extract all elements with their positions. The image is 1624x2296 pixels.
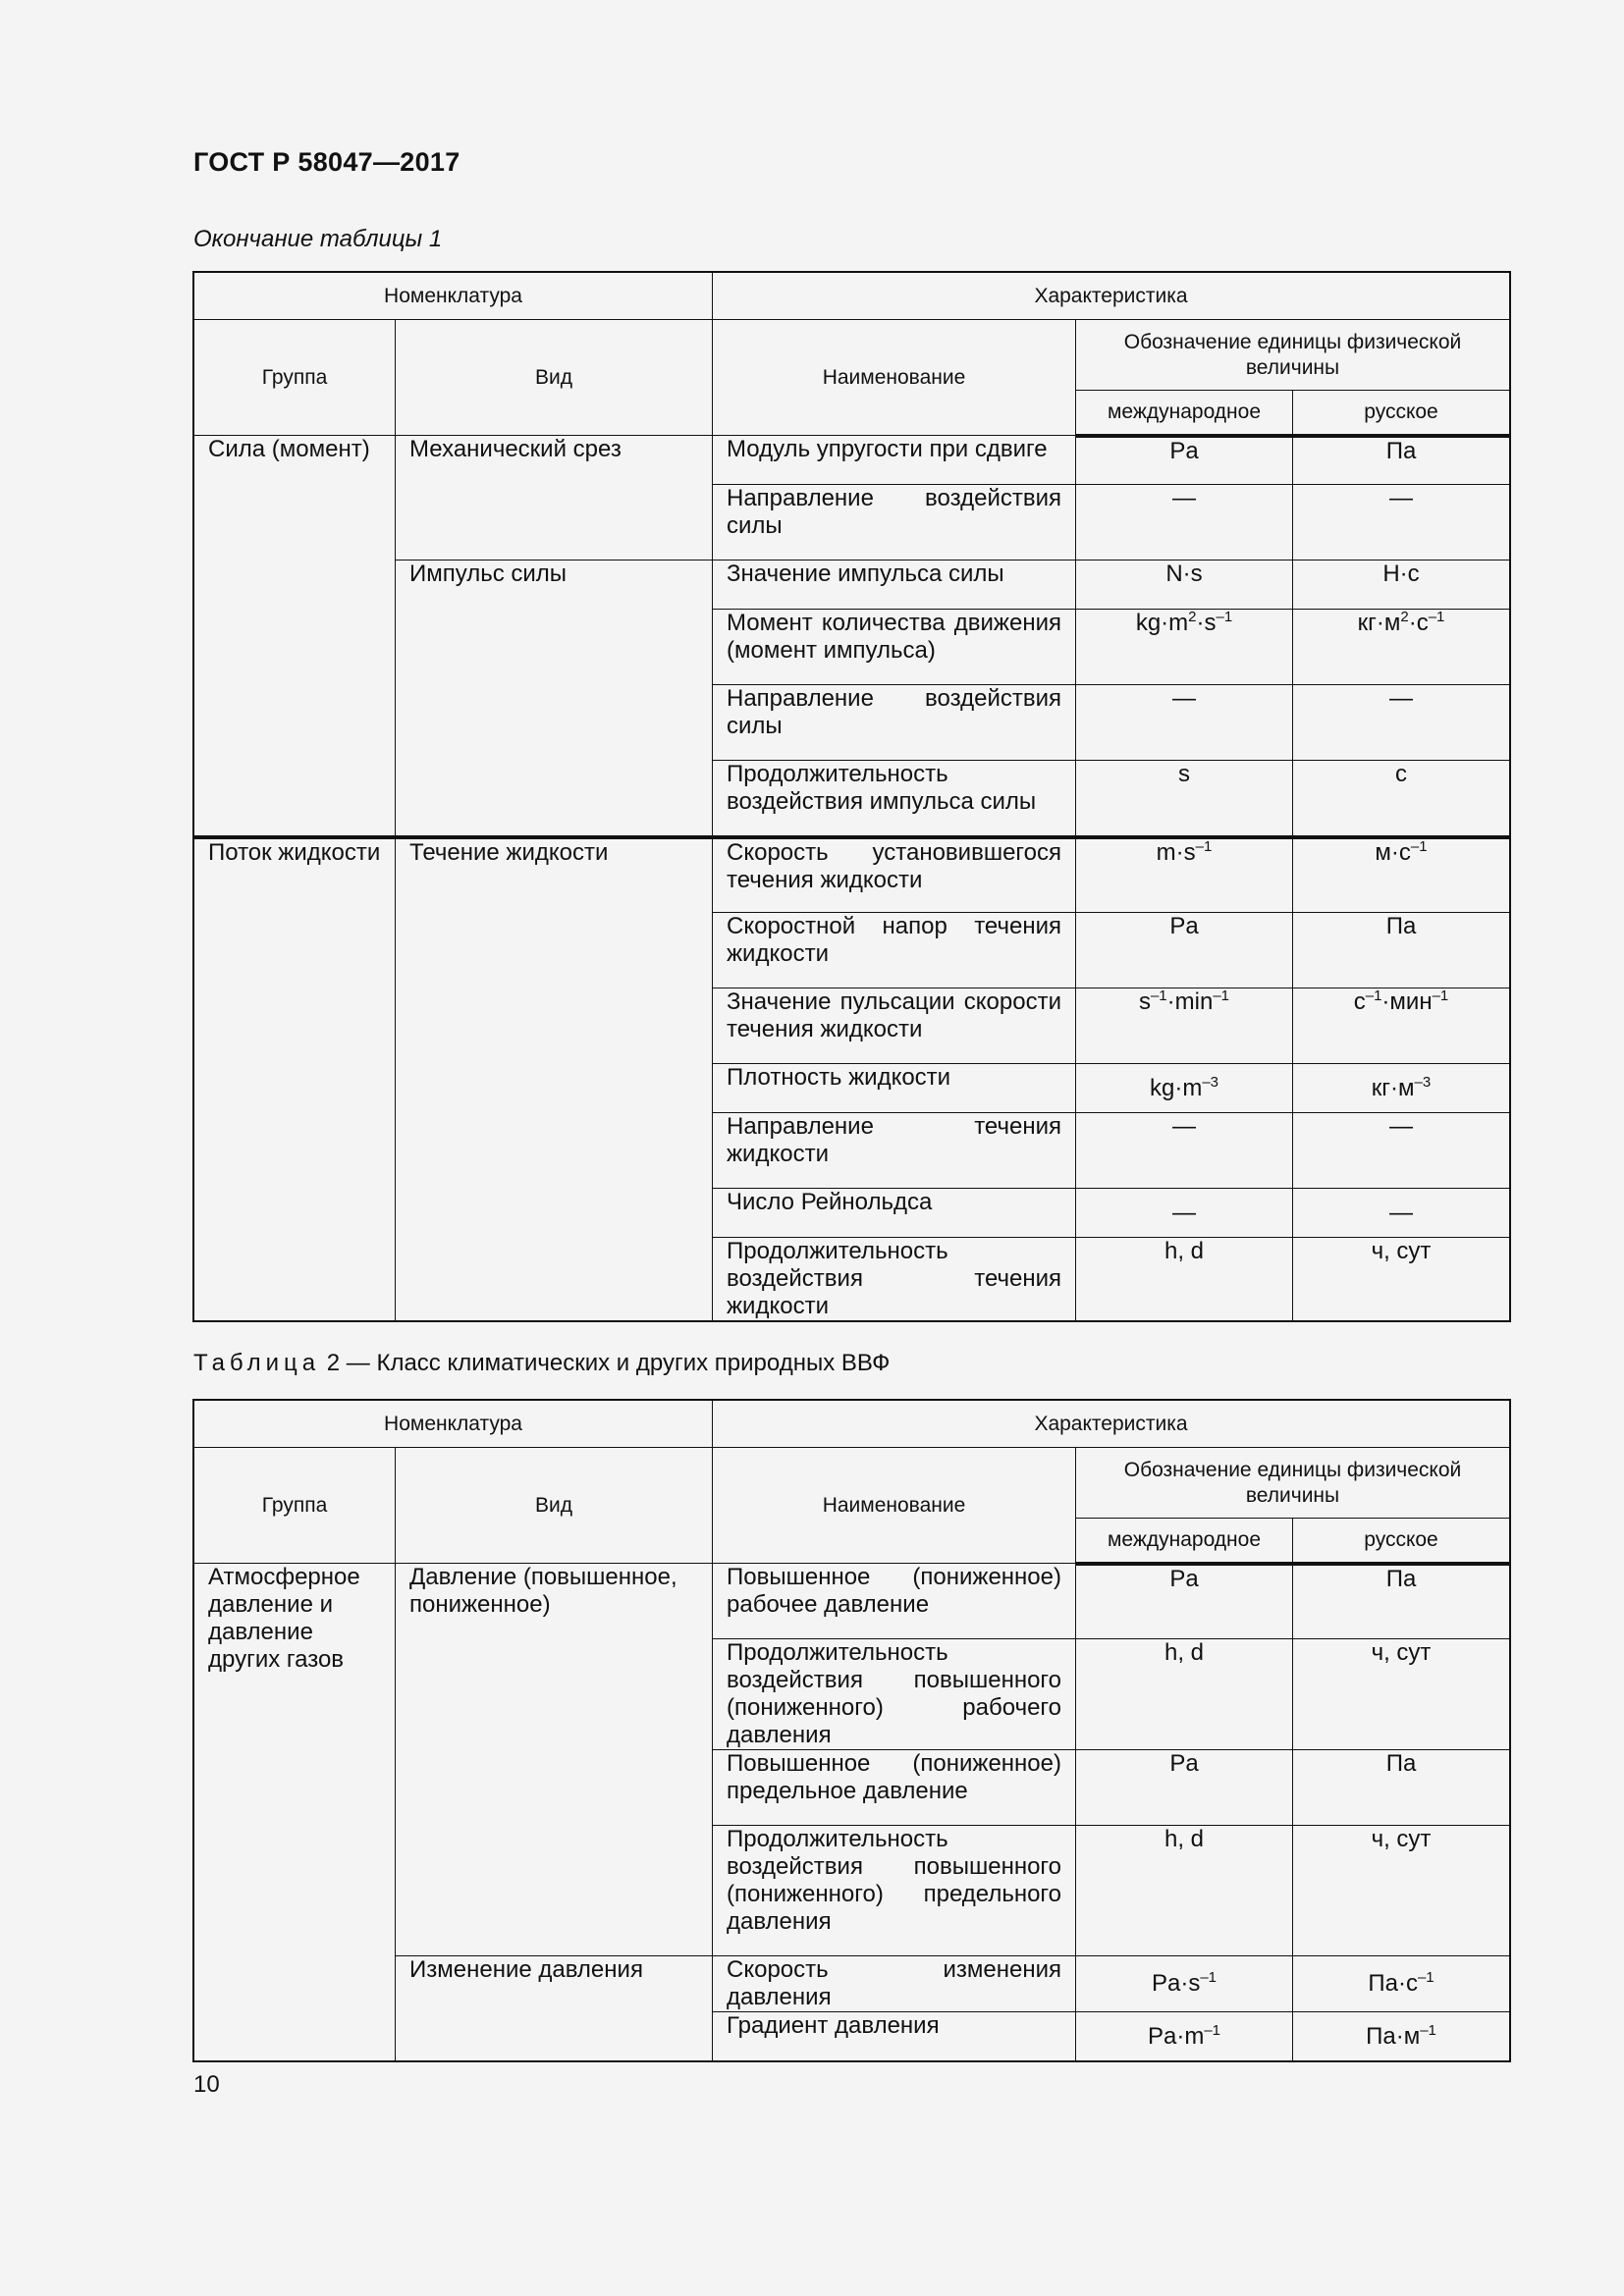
header-unit-designation: Обозначение единицы физической величины [1076,320,1510,391]
unit-exponent: –1 [1417,1969,1435,1986]
name-cell: Продолжительность воздействия импульса силы [713,761,1076,837]
unit-international [1076,1956,1293,2012]
unit-base: м·с [1375,838,1411,866]
unit-russian: Па [1293,436,1510,485]
table-1 [193,272,1510,1321]
unit-international: Pa [1076,913,1293,988]
unit-international: Pa [1076,1750,1293,1826]
name-cell: Направление воздействия силы [713,685,1076,761]
header-name: Наименование [713,1448,1076,1564]
name-cell: Скорость изменения давления [713,1956,1076,2012]
header-characteristic: Характеристика [713,273,1510,320]
name-cell: Продолжительность воздействия течения жидкости [713,1238,1076,1321]
name-cell: Скорость установившегося течения жидкости [713,837,1076,913]
table1-caption: Окончание таблицы 1 [193,226,443,252]
name-cell: Направление воздействия силы [713,485,1076,561]
unit-exponent: –1 [1410,837,1428,855]
kind-cell: Импульс силы [396,561,713,837]
group-cell: Поток жидкости [194,837,396,1321]
name-cell: Значение пульсации скорости течения жидкости [713,988,1076,1064]
page-number: 10 [193,2071,220,2098]
header-kind: Вид [396,1448,713,1564]
kind-cell: Механический срез [396,436,713,561]
unit-base: Па·с [1368,1970,1418,1997]
unit-exponent: –1 [1216,609,1233,625]
unit-exponent: –1 [1200,1969,1218,1986]
name-cell: Плотность жидкости [713,1064,1076,1113]
group-cell: Сила (момент) [194,436,396,837]
kind-cell: Изменение давления [396,1956,713,2061]
unit-russian [1293,2012,1510,2061]
unit-exponent: –1 [1213,988,1230,1004]
unit-base: Pa·m [1147,2022,1205,2050]
header-nomenclature: Номенклатура [194,1401,713,1448]
unit-exponent: –1 [1150,988,1167,1004]
kind-cell: Давление (повышенное, пониженное) [396,1564,713,1956]
group-cell: Атмосферное давление и давление других газов [194,1564,396,2061]
name-cell: Модуль упругости при сдвиге [713,436,1076,485]
unit-international: h, d [1076,1238,1293,1321]
unit-international [1076,610,1293,685]
unit-international [1076,2012,1293,2061]
unit-russian: Па [1293,1564,1510,1639]
name-cell: Повышенное (пониженное) предельное давление [713,1750,1076,1826]
unit-exponent: 2 [1188,609,1197,625]
name-cell: Момент количества движения (момент импульса) [713,610,1076,685]
unit-exponent: –3 [1202,1073,1219,1091]
unit-exponent: –1 [1428,609,1445,625]
unit-base: s [1138,988,1151,1015]
name-cell: Значение импульса силы [713,561,1076,610]
unit-exponent: 2 [1400,609,1409,625]
unit-russian: Па [1293,1750,1510,1826]
unit-russian: — [1293,685,1510,761]
unit-base: кг·м [1357,610,1401,636]
header-unit-designation: Обозначение единицы физической величины [1076,1448,1510,1519]
unit-russian [1293,988,1510,1064]
unit-international [1076,1064,1293,1113]
unit-russian [1293,610,1510,685]
name-cell: Градиент давления [713,2012,1076,2061]
unit-russian: ч, сут [1293,1238,1510,1321]
name-cell: Продолжительность воздействия повышенного (пониженного) предельного давления [713,1826,1076,1956]
unit-exponent: –1 [1204,2021,1221,2039]
kind-cell: Течение жидкости [396,837,713,1321]
name-cell: Продолжительность воздействия повышенного (пониженного) рабочего давления [713,1639,1076,1750]
unit-base: ·s [1196,610,1217,636]
unit-international: — [1076,685,1293,761]
unit-russian: Па [1293,913,1510,988]
unit-international [1076,837,1293,913]
unit-base: с [1353,988,1366,1015]
unit-international: h, d [1076,1639,1293,1750]
unit-russian: ч, сут [1293,1826,1510,1956]
unit-base: m·s [1156,838,1196,866]
header-group: Группа [194,320,396,436]
unit-russian: Н·с [1293,561,1510,610]
unit-exponent: –3 [1414,1073,1432,1091]
unit-russian: — [1293,1189,1510,1238]
header-international: международное [1076,391,1293,436]
name-cell: Число Рейнольдса [713,1189,1076,1238]
unit-russian: — [1293,485,1510,561]
unit-base: Па·м [1366,2022,1421,2050]
unit-exponent: –1 [1420,2021,1436,2039]
table2-caption-text: 2 — Класс климатических и других природных ВВФ [326,1350,891,1376]
header-name: Наименование [713,320,1076,436]
name-cell: Направление течения жидкости [713,1113,1076,1189]
unit-exponent: –1 [1432,988,1449,1004]
unit-international: — [1076,485,1293,561]
unit-international: Pa [1076,436,1293,485]
unit-exponent: –1 [1195,837,1213,855]
unit-base: ·мин [1381,988,1433,1015]
table-2 [193,1400,1510,2061]
unit-base: ·с [1408,610,1429,636]
header-group: Группа [194,1448,396,1564]
unit-base: Pa·s [1151,1970,1201,1997]
unit-base: kg·m [1135,610,1189,636]
header-kind: Вид [396,320,713,436]
unit-russian: ч, сут [1293,1639,1510,1750]
unit-russian: — [1293,1113,1510,1189]
unit-international: h, d [1076,1826,1293,1956]
unit-international: N·s [1076,561,1293,610]
unit-international [1076,988,1293,1064]
table2-caption [193,1350,890,1377]
unit-international: — [1076,1189,1293,1238]
name-cell: Скоростной напор течения жидкости [713,913,1076,988]
unit-exponent: –1 [1365,988,1382,1004]
unit-russian [1293,837,1510,913]
document-header: ГОСТ Р 58047—2017 [193,147,460,177]
unit-base: ·min [1166,988,1214,1015]
unit-russian [1293,1064,1510,1113]
header-russian: русское [1293,1519,1510,1564]
unit-base: кг·м [1371,1074,1415,1101]
header-international: международное [1076,1519,1293,1564]
name-cell: Повышенное (пониженное) рабочее давление [713,1564,1076,1639]
unit-base: kg·m [1149,1074,1203,1101]
unit-russian: с [1293,761,1510,837]
unit-international: — [1076,1113,1293,1189]
header-russian: русское [1293,391,1510,436]
unit-international: Pa [1076,1564,1293,1639]
table2-caption-label: Таблица [193,1350,321,1376]
unit-russian [1293,1956,1510,2012]
header-nomenclature: Номенклатура [194,273,713,320]
unit-international: s [1076,761,1293,837]
header-characteristic: Характеристика [713,1401,1510,1448]
